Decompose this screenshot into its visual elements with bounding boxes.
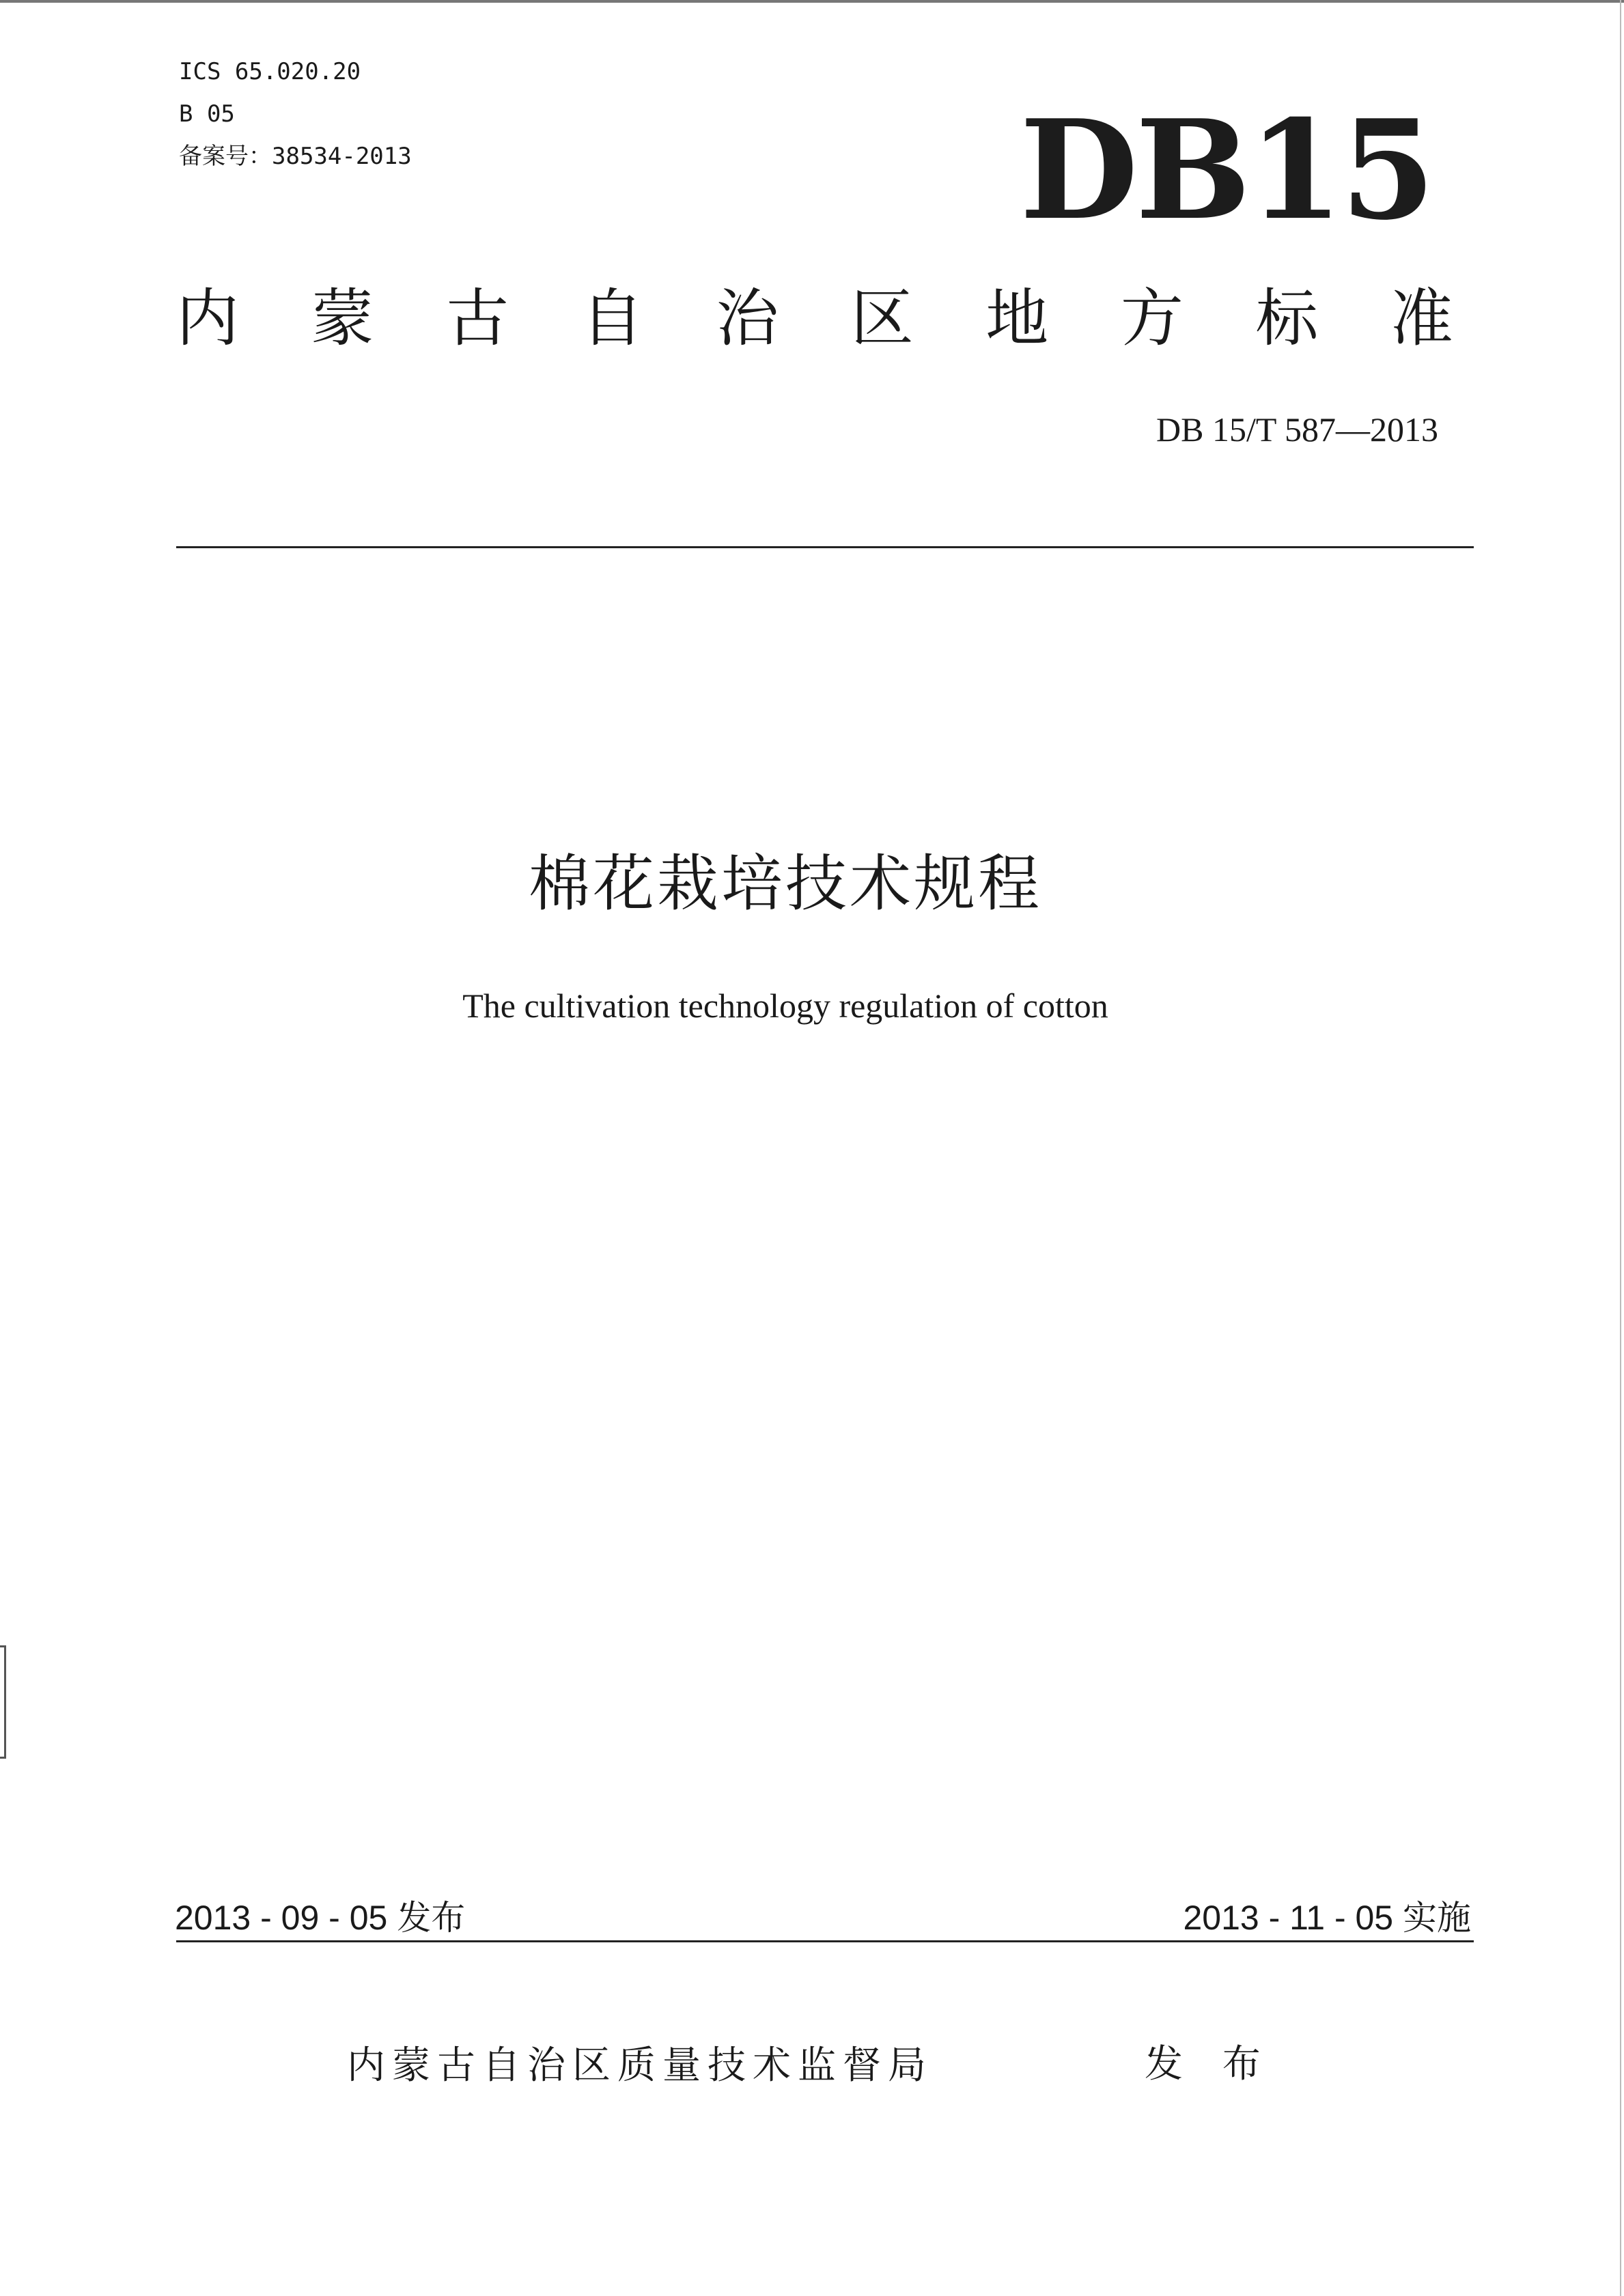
standard-type-char: 自 — [580, 282, 644, 355]
standard-type-char: 标 — [1255, 282, 1319, 355]
scan-edge-right — [1620, 0, 1621, 2296]
header-divider — [176, 546, 1474, 548]
ics-code: ICS 65.020.20 — [179, 58, 361, 85]
standard-type-char: 方 — [1120, 282, 1184, 355]
standard-type-char: 治 — [716, 282, 779, 355]
standard-type-char: 区 — [850, 282, 914, 355]
filing-number: 备案号：38534-2013 — [179, 143, 412, 170]
standard-type-char: 地 — [985, 282, 1049, 355]
standard-type-heading — [176, 281, 1453, 356]
document-title-cn: 棉花栽培技术规程 — [529, 848, 1042, 920]
scan-edge-top — [0, 0, 1624, 3]
issue-label: 发 布 — [1145, 2042, 1274, 2086]
document-title-en: The cultivation technology regulation of cotton — [462, 987, 1108, 1025]
standard-type-char: 古 — [446, 282, 509, 355]
classification-block — [179, 51, 412, 178]
standard-type-char: 准 — [1390, 282, 1453, 355]
implementation-date: 2013 - 11 - 05 实施 — [1183, 1899, 1471, 1937]
standard-type-char: 蒙 — [311, 282, 374, 355]
footer-divider — [176, 1940, 1474, 1942]
standard-code: DB 15/T 587—2013 — [1156, 410, 1438, 449]
db15-logo: DB15 — [1020, 90, 1433, 251]
issuing-authority: 内蒙古自治区质量技术监督局 — [347, 2043, 933, 2088]
issue-date: 2013 - 09 - 05 发布 — [175, 1899, 466, 1937]
ccs-code: B 05 — [179, 100, 235, 128]
scan-bracket-artifact — [0, 1645, 6, 1759]
standard-type-char: 内 — [176, 282, 240, 355]
